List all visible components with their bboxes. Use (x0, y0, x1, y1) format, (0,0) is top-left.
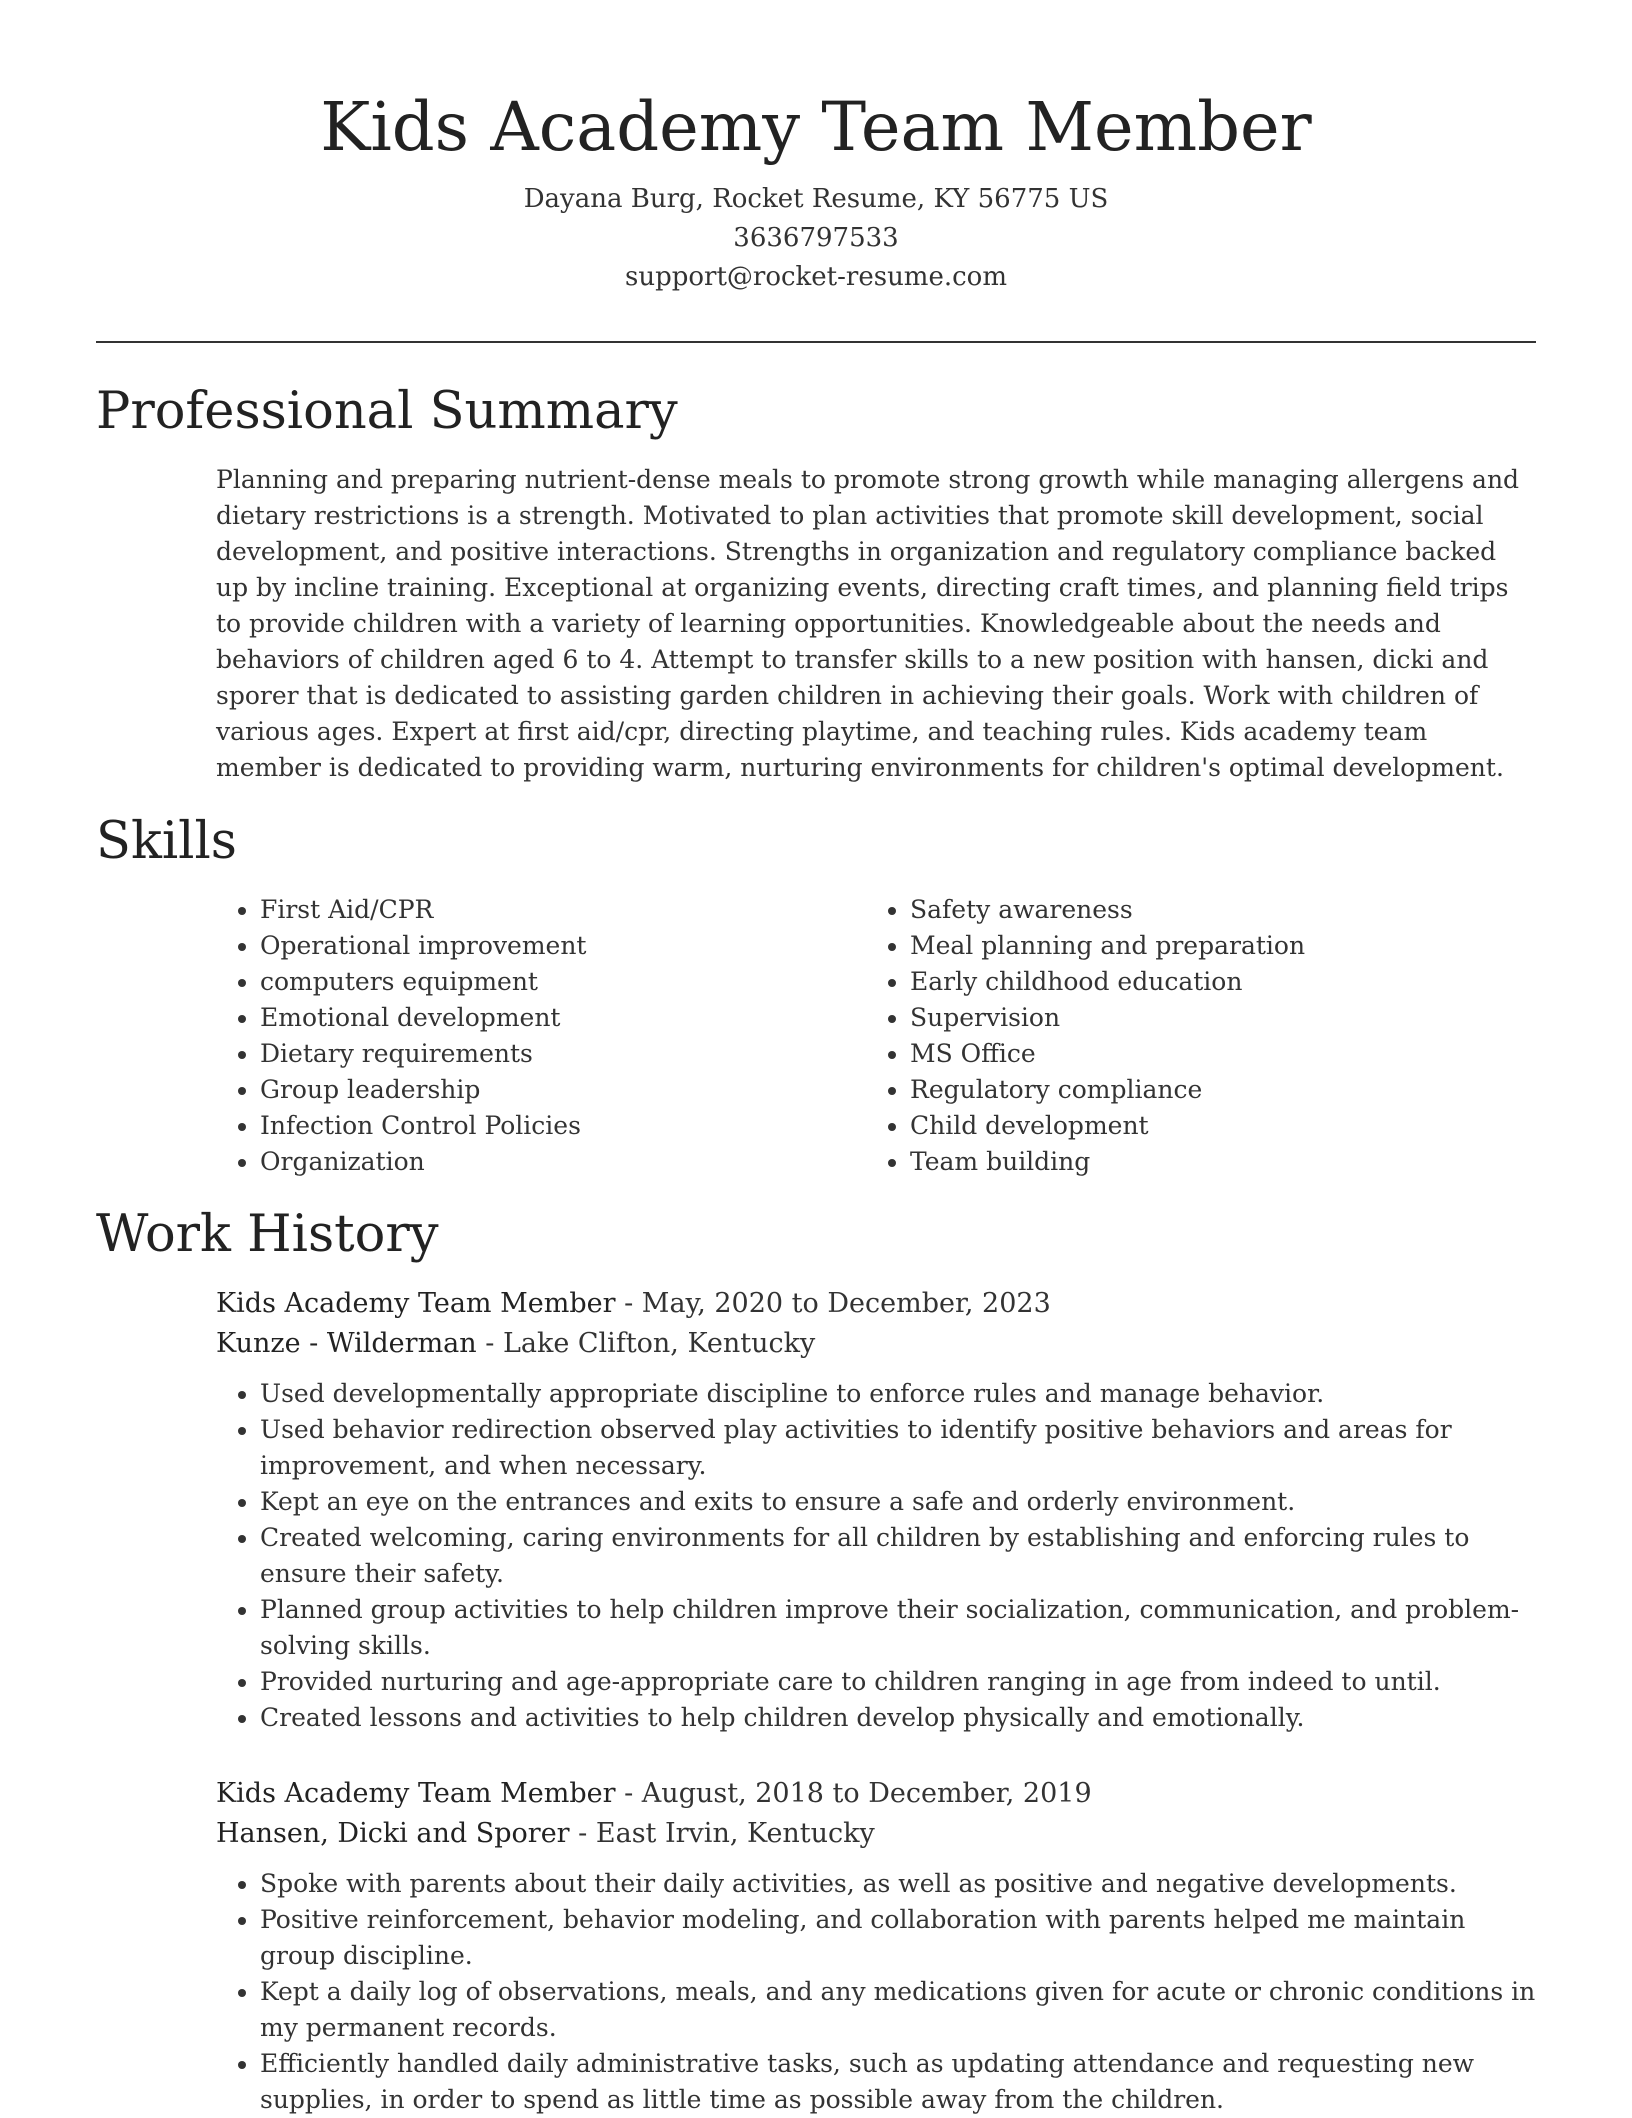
skill-item: • MS Office (910, 1036, 1570, 1072)
job-duty: • Planned group activities to help children improve their socialization, communication, and problem-solving skills. (260, 1592, 1536, 1664)
job-location: - Lake Clifton, Kentucky (476, 1328, 816, 1359)
job-duty: • Spoke with parents about their daily activities, as well as positive and negative developments. (260, 1866, 1536, 1902)
skill-item: • Child development (910, 1108, 1570, 1144)
skill-item: • Group leadership (260, 1072, 860, 1108)
skill-item: • Infection Control Policies (260, 1108, 860, 1144)
job-duty: • Kept an eye on the entrances and exits to ensure a safe and orderly environment. (260, 1484, 1536, 1520)
job-duty: • Provided nurturing and age-appropriate care to children ranging in age from indeed to until. (260, 1664, 1536, 1700)
work-history-heading: Work History (96, 1205, 439, 1264)
job-company: Hansen, Dicki and Sporer (216, 1818, 570, 1849)
skill-item: • Organization (260, 1144, 860, 1180)
job-title-line (216, 1284, 1536, 1324)
job-company: Kunze - Wilderman (216, 1328, 477, 1359)
job-duty: • Efficiently handled daily administrative tasks, such as updating attendance and requesting new supplies, in order to spend as little time as possible away from the children. (260, 2046, 1536, 2118)
contact-address: Dayana Burg, Rocket Resume, KY 56775 US (523, 184, 1109, 214)
skill-item: • Safety awareness (910, 892, 1570, 928)
job-role: Kids Academy Team Member (216, 1288, 616, 1319)
skill-item: • Meal planning and preparation (910, 928, 1570, 964)
skill-item: • Early childhood education (910, 964, 1570, 1000)
header-divider (96, 341, 1536, 343)
resume-header (96, 86, 1536, 297)
job-dates: - May, 2020 to December, 2023 (615, 1288, 1051, 1319)
job-company-line (216, 1324, 1536, 1364)
skill-item: • Emotional development (260, 1000, 860, 1036)
job-dates: - August, 2018 to December, 2019 (615, 1778, 1092, 1809)
job-duties-list (216, 1866, 1536, 2118)
skill-item: • First Aid/CPR (260, 892, 860, 928)
job-entry (216, 1774, 1536, 2118)
candidate-name: Kids Academy Team Member (320, 88, 1312, 166)
skills-list-right (866, 892, 1570, 1180)
job-duty: • Positive reinforcement, behavior modeling, and collaboration with parents helped me maintain group discipline. (260, 1902, 1536, 1974)
job-duty: • Created welcoming, caring environments for all children by establishing and enforcing rules to ensure their safety. (260, 1520, 1536, 1592)
skills-heading: Skills (96, 812, 237, 871)
skill-item: • Supervision (910, 1000, 1570, 1036)
job-duty: • Used developmentally appropriate discipline to enforce rules and manage behavior. (260, 1376, 1536, 1412)
job-entry (216, 1284, 1536, 1736)
contact-info (96, 180, 1536, 297)
job-location: - East Irvin, Kentucky (569, 1818, 875, 1849)
job-role: Kids Academy Team Member (216, 1778, 616, 1809)
skill-item: • Dietary requirements (260, 1036, 860, 1072)
job-company-line (216, 1814, 1536, 1854)
job-duty: • Kept a daily log of observations, meals, and any medications given for acute or chronic conditions in my permanent records. (260, 1974, 1536, 2046)
job-title-line (216, 1774, 1536, 1814)
job-duties-list (216, 1376, 1536, 1736)
skills-list-left (216, 892, 860, 1180)
summary-heading: Professional Summary (96, 382, 678, 441)
skill-item: • Team building (910, 1144, 1570, 1180)
skill-item: • computers equipment (260, 964, 860, 1000)
job-duty: • Used behavior redirection observed play activities to identify positive behaviors and areas for improvement, and when necessary. (260, 1412, 1536, 1484)
contact-email: support@rocket-resume.com (624, 262, 1007, 292)
job-duty: • Created lessons and activities to help children develop physically and emotionally. (260, 1700, 1536, 1736)
skill-item: • Operational improvement (260, 928, 860, 964)
summary-text: Planning and preparing nutrient-dense meals to promote strong growth while managing allergens and dietary restrictions is a strength. Motivated to plan activities that promote skill development, social development, and positive interactions. Strengths in organization and regulatory compliance backed up by incline training. Exceptional at organizing events, directing craft times, and planning field trips to provide children with a variety of learning opportunities. Knowledgeable about the needs and behaviors of children aged 6 to 4. Attempt to transfer skills to a new position with hansen, dicki and sporer that is dedicated to assisting garden children in achieving their goals. Work with children of various ages. Expert at first aid/cpr, directing playtime, and teaching rules. Kids academy team member is dedicated to providing warm, nurturing environments for children's optimal development. (216, 465, 1520, 782)
contact-phone: 3636797533 (733, 223, 899, 253)
skill-item: • Regulatory compliance (910, 1072, 1570, 1108)
